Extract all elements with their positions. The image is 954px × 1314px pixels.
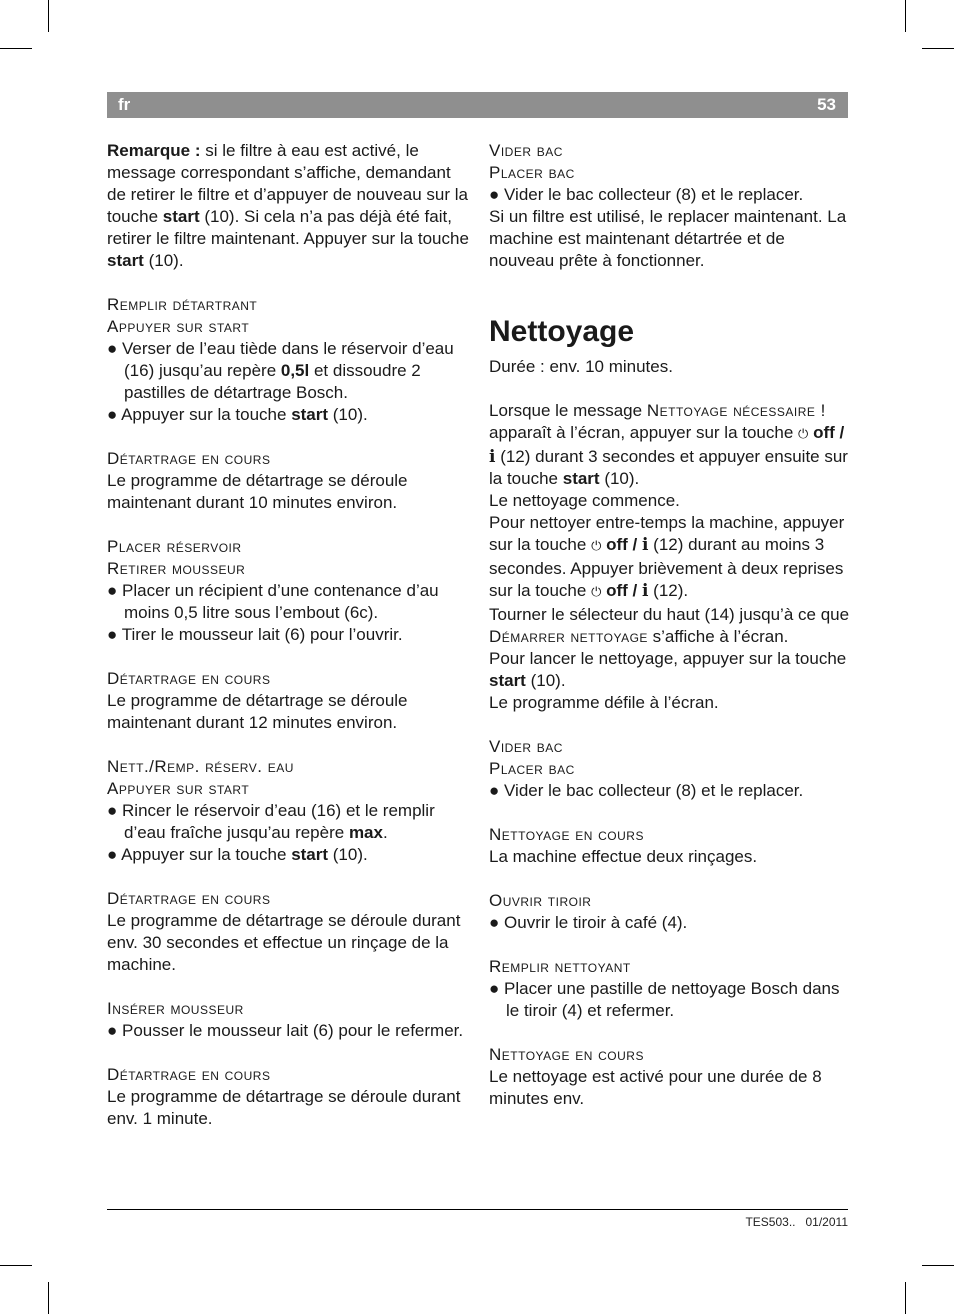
display-message: Détartrage en cours xyxy=(107,1065,271,1084)
body-text: Le nettoyage commence. xyxy=(489,491,680,510)
display-message: Ouvrir tiroir xyxy=(489,891,592,910)
bullet-item: ● Verser de l’eau tiède dans le réservoir d’eau (16) jusqu’au repère 0,5l et dissoudre 2 pastilles de détartrage Bosch. xyxy=(107,339,454,402)
bullet-item: ● Appuyer sur la touche start (10). xyxy=(107,845,368,864)
bullet-item: ● Pousser le mousseur lait (6) pour le refermer. xyxy=(107,1021,464,1040)
display-message: Remplir détartrant xyxy=(107,295,258,314)
display-message: Nettoyage en cours xyxy=(489,1045,644,1064)
crop-mark xyxy=(0,48,32,49)
display-message: Placer bac xyxy=(489,759,575,778)
step-nettoyage-2 xyxy=(489,1044,851,1110)
remarque-label: Remarque : xyxy=(107,141,201,160)
body-text: Le programme de détartrage se déroule durant env. 30 secondes et effectue un rinçage de la machine. xyxy=(107,911,461,974)
duration-text: Durée : env. 10 minutes. xyxy=(489,357,673,376)
body-text: Pour lancer le nettoyage, appuyer sur la touche start (10). xyxy=(489,649,847,690)
step-detartrage-1 xyxy=(107,448,469,514)
display-message: Insérer mousseur xyxy=(107,999,244,1018)
body-text: Le programme de détartrage se déroule maintenant durant 10 minutes environ. xyxy=(107,471,408,512)
display-message: Remplir nettoyant xyxy=(489,957,631,976)
info-icon: i xyxy=(641,581,649,601)
bullet-item: ● Vider le bac collecteur (8) et le replacer. xyxy=(489,781,804,800)
crop-mark xyxy=(922,1265,954,1266)
step-vider-2 xyxy=(489,736,851,802)
body-text: La machine effectue deux rinçages. xyxy=(489,847,758,866)
page-number: 53 xyxy=(817,95,836,114)
step-remplir-nettoyant xyxy=(489,956,851,1022)
display-message: Nett./Remp. réserv. eau xyxy=(107,757,294,776)
display-message: Appuyer sur start xyxy=(107,779,250,798)
step-placer xyxy=(107,536,469,646)
display-message: Démarrer nettoyage xyxy=(489,627,648,646)
step-detartrage-4 xyxy=(107,1064,469,1130)
display-message: Nettoyage en cours xyxy=(489,825,644,844)
page-footer xyxy=(735,1214,848,1230)
body-text: Le programme de détartrage se déroule maintenant durant 12 minutes environ. xyxy=(107,691,408,732)
cleaning-instructions xyxy=(489,400,851,714)
body-text: Tourner le sélecteur du haut (14) jusqu’à ce que Démarrer nettoyage s’affiche à l’écran. xyxy=(489,605,850,646)
bullet-item: ● Ouvrir le tiroir à café (4). xyxy=(489,913,688,932)
power-icon: ⏻ xyxy=(798,427,809,442)
step-vider-1 xyxy=(489,140,851,272)
power-icon: ⏻ xyxy=(591,539,602,554)
footer-rule xyxy=(107,1209,848,1210)
model-number: TES503.. xyxy=(745,1215,796,1229)
display-message: Placer réservoir xyxy=(107,537,242,556)
body-text: Pour nettoyer entre-temps la machine, appuyer sur la touche ⏻ off / i (12) durant au moins 3 secondes. Appuyer brièvement à deux reprises sur la touche ⏻ off / i (12). xyxy=(489,513,845,601)
bullet-item: ● Placer une pastille de nettoyage Bosch dans le tiroir (4) et refermer. xyxy=(489,979,840,1020)
body-text: Le programme défile à l’écran. xyxy=(489,693,719,712)
power-icon: ⏻ xyxy=(591,585,602,600)
section-title: Nettoyage xyxy=(489,315,635,348)
display-message: Nettoyage nécessaire ! xyxy=(646,401,826,420)
step-detartrage-3 xyxy=(107,888,469,976)
bullet-item: ● Tirer le mousseur lait (6) pour l’ouvrir. xyxy=(107,625,403,644)
bullet-item: ● Vider le bac collecteur (8) et le replacer. xyxy=(489,185,804,204)
crop-mark xyxy=(905,0,906,32)
display-message: Retirer mousseur xyxy=(107,559,246,578)
page-header xyxy=(107,92,848,118)
language-code: fr xyxy=(118,95,131,114)
edition-date: 01/2011 xyxy=(805,1215,848,1229)
info-icon: i xyxy=(641,535,649,555)
info-icon: i xyxy=(489,447,496,467)
display-message: Vider bac xyxy=(489,141,563,160)
step-remplir xyxy=(107,294,469,426)
body-text: Le nettoyage est activé pour une durée de 8 minutes env. xyxy=(489,1067,822,1108)
step-nettoyage-1 xyxy=(489,824,851,868)
bullet-item: ● Appuyer sur la touche start (10). xyxy=(107,405,368,424)
display-message: Vider bac xyxy=(489,737,563,756)
bullet-item: ● Rincer le réservoir d’eau (16) et le remplir d’eau fraîche jusqu’au repère max. xyxy=(107,801,435,842)
crop-mark xyxy=(905,1282,906,1314)
right-column xyxy=(489,140,851,1132)
body-text: Le programme de détartrage se déroule durant env. 1 minute. xyxy=(107,1087,461,1128)
display-message: Placer bac xyxy=(489,163,575,182)
display-message: Détartrage en cours xyxy=(107,449,271,468)
display-message: Détartrage en cours xyxy=(107,889,271,908)
body-text: Si un filtre est utilisé, le replacer maintenant. La machine est maintenant détartrée et de nouveau prête à fonctionner. xyxy=(489,207,847,270)
crop-mark xyxy=(0,1265,32,1266)
left-column xyxy=(107,140,469,1152)
crop-mark xyxy=(922,48,954,49)
step-inserer xyxy=(107,998,469,1042)
remarque-paragraph: Remarque : si le filtre à eau est activé, le message correspondant s’affiche, demandant de retirer le filtre et d’appuyer de nouveau sur la touche start (10). Si cela n’a pas déjà été fait, retirer le filtre maintenant. Appuyer sur la touche start (10). xyxy=(107,141,469,270)
crop-mark xyxy=(48,1282,49,1314)
step-nett-remp xyxy=(107,756,469,866)
step-detartrage-2 xyxy=(107,668,469,734)
crop-mark xyxy=(48,0,49,32)
body-text: Lorsque le message Nettoyage nécessaire ! apparaît à l’écran, appuyer sur la touche ⏻ off / i (12) durant 3 secondes et appuyer ensuite sur la touche start (10). xyxy=(489,401,848,488)
display-message: Détartrage en cours xyxy=(107,669,271,688)
display-message: Appuyer sur start xyxy=(107,317,250,336)
bullet-item: ● Placer un récipient d’une contenance d’au moins 0,5 litre sous l’embout (6c). xyxy=(107,581,439,622)
step-ouvrir xyxy=(489,890,851,934)
